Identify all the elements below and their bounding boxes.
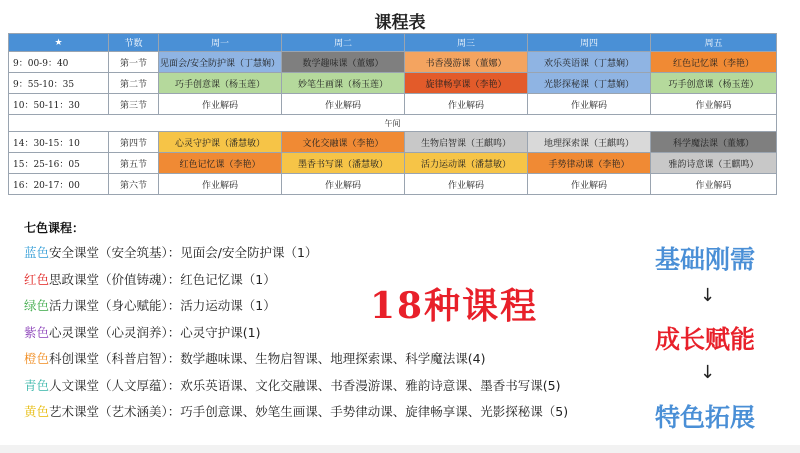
table-row (9, 52, 777, 73)
course-cell: 作业解码 (528, 94, 651, 115)
course-cell: 心灵守护课（潘慧敏） (159, 132, 282, 153)
legend-item (24, 373, 568, 400)
page-title: 课程表 (374, 13, 426, 33)
course-cell: 雅韵诗意课（王麒鸣） (651, 153, 777, 174)
course-cell: 生物启智课（王麒鸣） (405, 132, 528, 153)
course-cell: 红色记忆课（李艳） (651, 52, 777, 73)
course-cell: 作业解码 (651, 94, 777, 115)
time-cell: 14：30-15：10 (9, 132, 109, 153)
course-cell: 作业解码 (405, 94, 528, 115)
period-cell: 第三节 (109, 94, 159, 115)
legend-description: 思政课堂（价值铸魂）：红色记忆课（1） (49, 271, 276, 287)
course-cell: 地理探索课（王麒鸣） (528, 132, 651, 153)
course-cell: 活力运动课（潘慧敏） (405, 153, 528, 174)
course-cell: 作业解码 (159, 94, 282, 115)
noon-row (9, 115, 777, 132)
legend-color-name: 红色 (24, 271, 50, 287)
time-cell: 10：50-11：30 (9, 94, 109, 115)
flow-step-3: 特色拓展 (654, 403, 755, 432)
legend-color-name: 青色 (24, 377, 50, 393)
table-row (9, 73, 777, 94)
legend-color-name: 紫色 (24, 324, 50, 340)
legend-description: 艺术课堂（艺术涵美）：巧手创意课、妙笔生画课、手势律动课、旋律畅享课、光影探秘课（5) (49, 404, 569, 419)
legend-description: 活力课堂（身心赋能）：活力运动课（1） (49, 298, 276, 313)
course-count-banner: 18种课程 (370, 285, 539, 327)
table-header-row (9, 34, 777, 52)
course-cell: 作业解码 (405, 174, 528, 195)
course-cell: 妙笔生画课（杨玉莲） (282, 73, 405, 94)
legend-color-name: 绿色 (24, 298, 50, 313)
period-cell: 第五节 (109, 153, 159, 174)
course-cell: 巧手创意课（杨玉莲） (651, 73, 777, 94)
time-cell: 15：25-16：05 (9, 153, 109, 174)
course-cell: 见面会/安全防护课（丁慧娴） (159, 52, 282, 73)
legend-color-name: 黄色 (24, 404, 50, 419)
course-cell: 墨香书写课（潘慧敏） (282, 153, 405, 174)
course-cell: 光影探秘课（丁慧娴） (528, 73, 651, 94)
legend-description: 心灵课堂（心灵润养）：心灵守护课(1) (49, 324, 261, 340)
table-header-cell: 周三 (405, 34, 528, 52)
table-header-cell: ★ (9, 34, 109, 52)
course-legend (24, 240, 568, 426)
time-cell: 16：20-17：00 (9, 174, 109, 195)
table-header-cell: 周四 (528, 34, 651, 52)
time-cell: 9：55-10：35 (9, 73, 109, 94)
legend-item (24, 399, 568, 426)
legend-color-name: 橙色 (24, 351, 50, 366)
table-header-cell: 周五 (651, 34, 777, 52)
period-cell: 第四节 (109, 132, 159, 153)
time-cell: 9：00-9：40 (9, 52, 109, 73)
course-cell: 作业解码 (282, 174, 405, 195)
section-title: 七色课程： (24, 221, 85, 235)
period-cell: 第六节 (109, 174, 159, 195)
down-arrow-icon: ↓ (700, 285, 716, 306)
course-cell: 作业解码 (159, 174, 282, 195)
course-cell: 手势律动课（李艳） (528, 153, 651, 174)
course-cell: 红色记忆课（李艳） (159, 153, 282, 174)
course-cell: 书香漫游课（董娜） (405, 52, 528, 73)
course-cell: 数学趣味课（董娜） (282, 52, 405, 73)
down-arrow-icon: ↓ (700, 362, 716, 383)
bottom-bar (0, 445, 800, 453)
course-cell: 作业解码 (651, 174, 777, 195)
table-row (9, 153, 777, 174)
course-cell: 旋律畅享课（李艳） (405, 73, 528, 94)
legend-description: 科创课堂（科普启智）：数学趣味课、生物启智课、地理探索课、科学魔法课(4) (49, 351, 486, 366)
course-cell: 文化交融课（李艳） (282, 132, 405, 153)
legend-item (24, 240, 568, 267)
table-header-cell: 周二 (282, 34, 405, 52)
course-cell: 作业解码 (528, 174, 651, 195)
course-cell: 欢乐英语课（丁慧娴） (528, 52, 651, 73)
flow-step-1: 基础刚需 (654, 245, 755, 274)
table-header-cell: 周一 (159, 34, 282, 52)
legend-item (24, 346, 568, 373)
flow-step-2: 成长赋能 (654, 325, 755, 354)
table-row (9, 132, 777, 153)
course-cell: 作业解码 (282, 94, 405, 115)
table-row (9, 174, 777, 195)
period-cell: 第二节 (109, 73, 159, 94)
legend-description: 安全课堂（安全筑基）：见面会/安全防护课（1） (49, 245, 318, 260)
noon-label: 午间 (9, 115, 777, 132)
course-cell: 巧手创意课（杨玉莲） (159, 73, 282, 94)
table-header-cell: 节数 (109, 34, 159, 52)
schedule-table (8, 33, 777, 195)
table-row (9, 94, 777, 115)
course-cell: 科学魔法课（董娜） (651, 132, 777, 153)
legend-description: 人文课堂（人文厚蕴）：欢乐英语课、文化交融课、书香漫游课、雅韵诗意课、墨香书写课(5) (49, 377, 561, 393)
legend-color-name: 蓝色 (24, 245, 50, 260)
period-cell: 第一节 (109, 52, 159, 73)
